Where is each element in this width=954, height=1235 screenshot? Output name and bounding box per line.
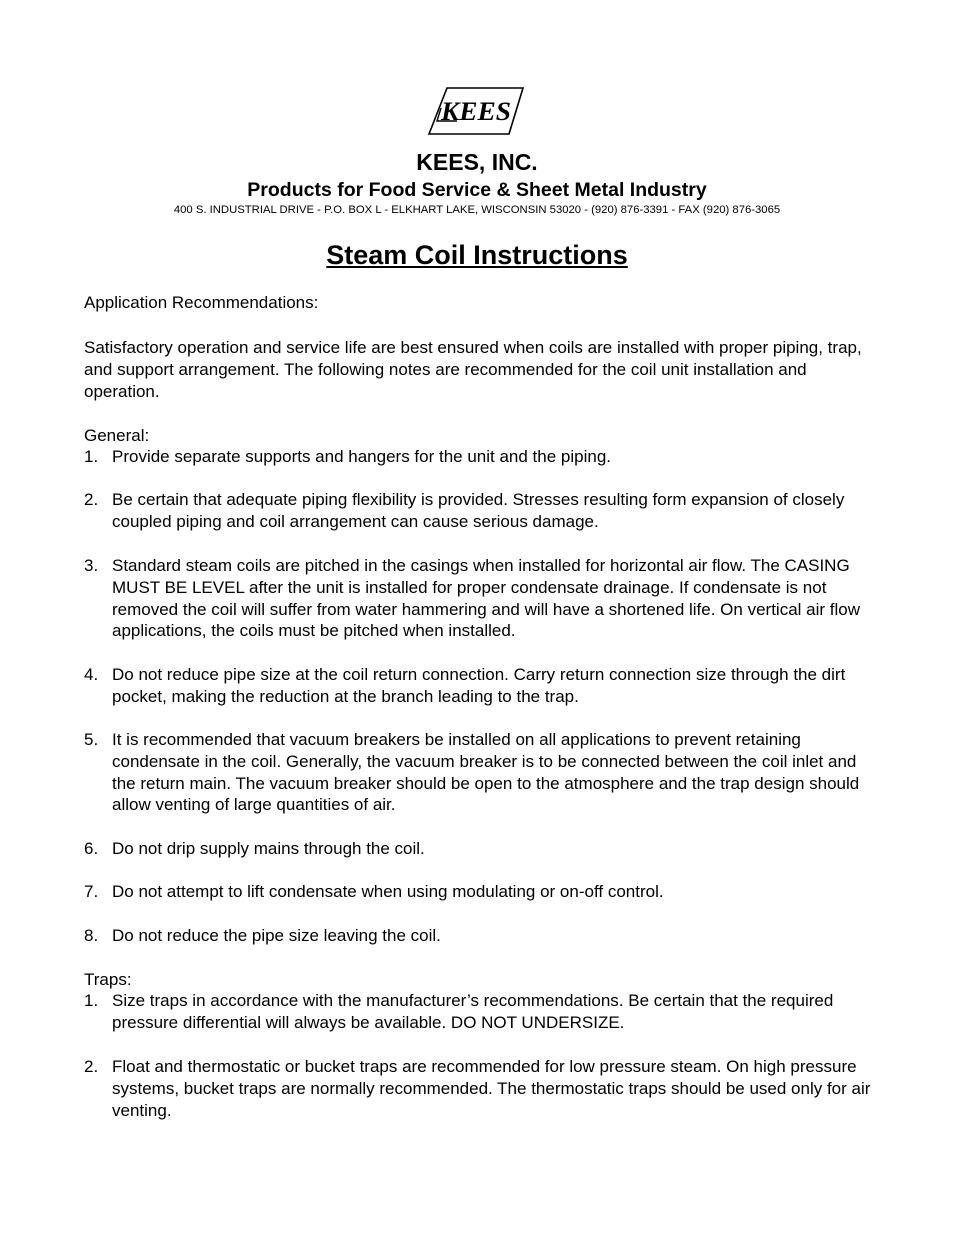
item-number: 2. bbox=[84, 490, 99, 509]
company-address: 400 S. INDUSTRIAL DRIVE - P.O. BOX L - ELKHART LAKE, WISCONSIN 53020 - (920) 876-3391 - FAX (920) 876-3065 bbox=[173, 204, 781, 216]
general-item-1 bbox=[84, 446, 884, 468]
item-text: Do not reduce the pipe size leaving the coil. bbox=[112, 926, 441, 945]
traps-item-1 bbox=[84, 990, 884, 1034]
general-item-4 bbox=[84, 664, 884, 708]
item-number: 6. bbox=[84, 839, 99, 858]
item-number: 7. bbox=[84, 882, 99, 901]
item-number: 4. bbox=[84, 665, 99, 684]
item-text: Do not attempt to lift condensate when using modulating or on-off control. bbox=[112, 882, 664, 901]
item-number: 1. bbox=[84, 991, 99, 1010]
company-tagline: Products for Food Service & Sheet Metal Industry bbox=[247, 179, 707, 201]
item-text: Float and thermostatic or bucket traps are recommended for low pressure steam. On high pressure systems, bucket traps are normally recommended. The thermostatic traps should be used only for air venting. bbox=[112, 1057, 871, 1120]
kees-logo bbox=[427, 86, 525, 136]
item-text: Do not drip supply mains through the coil. bbox=[112, 839, 425, 858]
traps-heading: Traps: bbox=[84, 970, 132, 989]
document-title: Steam Coil Instructions bbox=[326, 240, 628, 270]
item-text: Standard steam coils are pitched in the casings when installed for horizontal air flow. The CASING MUST BE LEVEL after the unit is installed for proper condensate drainage. If condensate is not removed the coil will suffer from water hammering and will have a shortened life. On vertical air flow applications, the coils must be pitched when installed. bbox=[112, 556, 860, 641]
general-item-5 bbox=[84, 729, 884, 816]
item-text: Do not reduce pipe size at the coil return connection. Carry return connection size through the dirt pocket, making the reduction at the branch leading to the trap. bbox=[112, 665, 846, 706]
intro-paragraph: Satisfactory operation and service life are best ensured when coils are installed with proper piping, trap, and support arrangement. The following notes are recommended for the coil unit installation and operation. bbox=[84, 338, 862, 401]
item-number: 2. bbox=[84, 1057, 99, 1076]
general-item-7 bbox=[84, 881, 884, 903]
logo-text: KEES bbox=[439, 97, 511, 126]
item-text: Provide separate supports and hangers for the unit and the piping. bbox=[112, 447, 612, 466]
item-number: 3. bbox=[84, 556, 99, 575]
item-number: 5. bbox=[84, 730, 99, 749]
general-item-8 bbox=[84, 925, 884, 947]
general-item-2 bbox=[84, 489, 884, 533]
item-text: It is recommended that vacuum breakers be installed on all applications to prevent retaining condensate in the coil. Generally, the vacuum breaker is to be connected between the coil inlet and the return main. The vacuum breaker should be open to the atmosphere and the trap design should allow venting of large quantities of air. bbox=[112, 730, 860, 815]
general-item-3 bbox=[84, 555, 884, 642]
item-text: Be certain that adequate piping flexibility is provided. Stresses resulting form expansion of closely coupled piping and coil arrangement can cause serious damage. bbox=[112, 490, 845, 531]
application-heading: Application Recommendations: bbox=[84, 293, 319, 312]
general-heading: General: bbox=[84, 426, 150, 445]
item-number: 8. bbox=[84, 926, 99, 945]
company-name: KEES, INC. bbox=[416, 149, 538, 175]
general-item-6 bbox=[84, 838, 884, 860]
item-text: Size traps in accordance with the manufacturer’s recommendations. Be certain that the required pressure differential will always be available. DO NOT UNDERSIZE. bbox=[112, 991, 834, 1032]
traps-item-2 bbox=[84, 1056, 884, 1121]
item-number: 1. bbox=[84, 447, 99, 466]
